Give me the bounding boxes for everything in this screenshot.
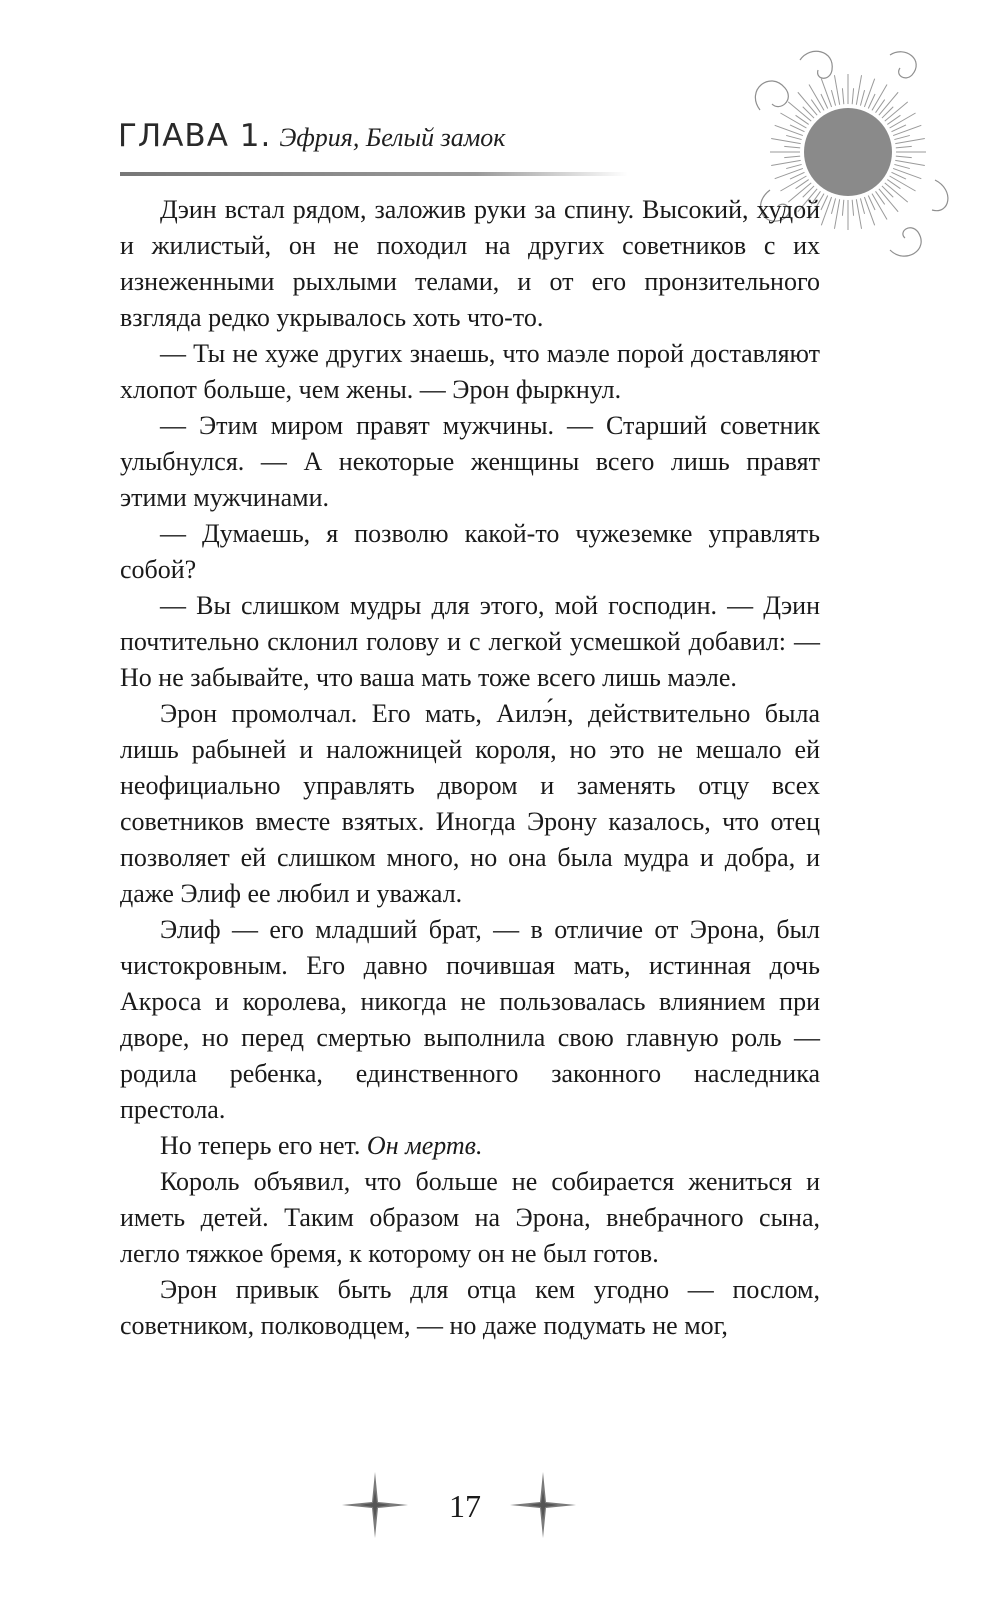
sun-ray (860, 90, 864, 105)
paragraph: — Думаешь, я позволю какой-то чужеземке управлять собой? (120, 519, 820, 584)
sun-ray (775, 125, 803, 135)
sun-ray (896, 146, 912, 147)
sun-ray (831, 90, 835, 105)
running-header (118, 118, 505, 162)
sun-ray (786, 135, 801, 139)
paragraph: Дэин встал рядом, заложив руки за спину. Высокий, худой и жилистый, он не походил на других советников с их изнеженными рыхлыми телами, и от его пронзительного взгляда редко укрывалось хоть что-то. (120, 195, 820, 332)
paragraph: Эрон промолчал. Его мать, Аилэ́н, действительно была лишь рабыней и наложницей короля, но это не мешало ей неофициально управлять двором и заменять отцу всех советников вместе взятых. Иногда Эрону казалось, что отец позволяет ей слишком много, но она была мудра и добра, и даже Элиф ее любил и уважал. (120, 699, 820, 908)
paragraph-plain-text: Но теперь его нет. (160, 1131, 367, 1160)
sun-ray (894, 164, 909, 168)
body-text (120, 192, 820, 1344)
sun-ray (860, 198, 864, 213)
sun-ray (784, 156, 800, 157)
sun-ray (831, 198, 835, 213)
paragraph: Король объявил, что больше не собирается жениться и иметь детей. Таким образом на Эрона, внебрачного сына, легло тяжкое бремя, к которому он не был готов. (120, 1167, 820, 1268)
sun-ray (834, 75, 839, 105)
chapter-label: ГЛАВА 1. (118, 118, 272, 154)
page-footer (0, 1470, 1000, 1550)
sun-ray (771, 160, 801, 165)
sun-ray (864, 79, 874, 107)
sun-ray (895, 138, 925, 143)
sun-ray (856, 75, 861, 105)
paragraph: — Ты не хуже других знаешь, что маэле порой доставляют хлопот больше, чем жены. — Эрон фыркнул. (120, 339, 820, 404)
paragraph: — Вы слишком мудры для этого, мой господин. — Дэин почтительно склонил голову и с легкой усмешкой добавил: — Но не забывайте, что ваша мать тоже всего лишь маэле. (120, 591, 820, 692)
sun-ray (893, 125, 921, 135)
chapter-title: Эфрия, Белый замок (279, 123, 506, 152)
paragraph (120, 1128, 820, 1164)
sun-ray (896, 156, 912, 157)
sun-ray (864, 197, 874, 225)
header-rule (120, 172, 628, 176)
sun-ray (771, 138, 801, 143)
paragraph: Эрон привык быть для отца кем угодно — послом, советником, полководцем, — но даже подумать не мог, (120, 1275, 820, 1340)
sun-ray (882, 186, 893, 197)
sun-ray (786, 164, 801, 168)
sun-ray (821, 79, 831, 107)
sun-ray (842, 88, 843, 104)
four-point-star-icon (340, 1470, 410, 1540)
paragraph-italic-text: Он мертв. (366, 1131, 483, 1160)
page-number: 17 (449, 1488, 481, 1524)
sun-ray (784, 146, 800, 147)
sun-ray (893, 168, 921, 178)
paragraph: — Этим миром правят мужчины. — Старший советник улыбнулся. — А некоторые женщины всего лишь правят этими мужчинами. (120, 411, 820, 512)
sun-ray (803, 107, 814, 118)
sun-ray (842, 200, 843, 216)
sun-ray (834, 199, 839, 229)
sun-ray (882, 107, 893, 118)
sun-ray (895, 160, 925, 165)
sun-ray (894, 135, 909, 139)
sun-ray (856, 199, 861, 229)
four-point-star-icon (508, 1470, 578, 1540)
sun-ray (821, 197, 831, 225)
sun-ray (852, 200, 853, 216)
sun-ray (775, 168, 803, 178)
paragraph: Элиф — его младший брат, — в отличие от Эрона, был чистокровным. Его давно почившая мать, истинная дочь Акроса и королева, никогда не пользовалась влиянием при дворе, но перед смертью выполнила свою главную роль — родила ребенка, единственного законного наследника престола. (120, 915, 820, 1124)
sun-ray (852, 88, 853, 104)
